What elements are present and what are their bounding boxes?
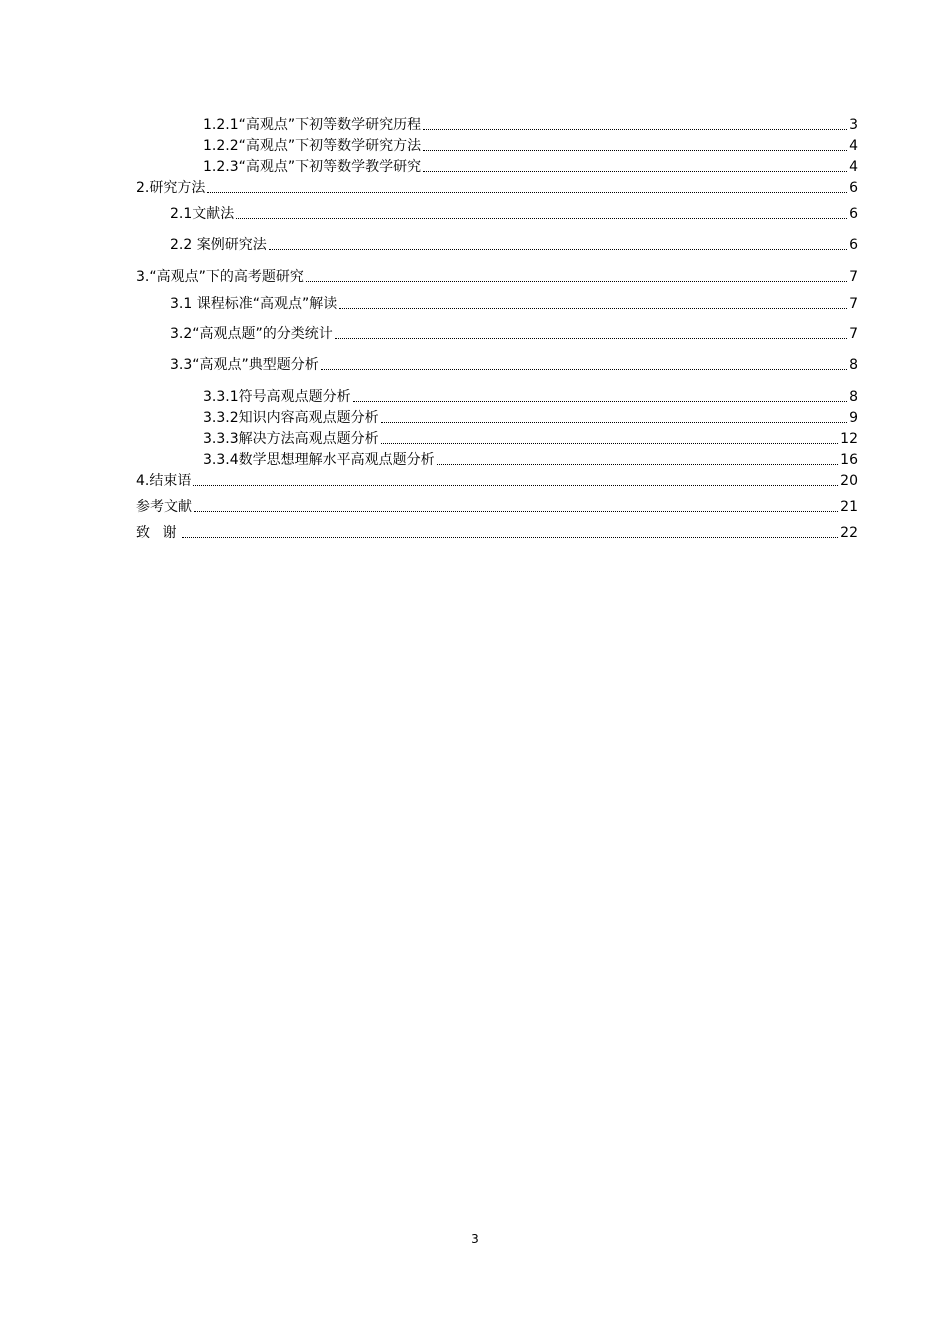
toc-entry-2[interactable] bbox=[136, 179, 858, 197]
toc-entry-3-3-4[interactable] bbox=[203, 451, 858, 469]
toc-entry-page: 3 bbox=[849, 117, 858, 133]
toc-entry-page: 7 bbox=[849, 296, 858, 312]
toc-dot-leader bbox=[236, 218, 847, 219]
toc-entry-title: 3.3.4数学思想理解水平高观点题分析 bbox=[203, 452, 435, 468]
toc-entry-page: 16 bbox=[840, 452, 858, 468]
toc-entry-page: 4 bbox=[849, 159, 858, 175]
toc-entry-title: 2.1文献法 bbox=[170, 206, 235, 222]
toc-entry-title: 致 谢 bbox=[136, 525, 181, 541]
toc-entry-title: 3.3“高观点”典型题分析 bbox=[170, 357, 319, 373]
toc-entry-2-1[interactable] bbox=[170, 205, 858, 223]
toc-entry-1-2-1[interactable] bbox=[203, 116, 858, 134]
toc-dot-leader bbox=[381, 443, 839, 444]
toc-entry-page: 8 bbox=[849, 357, 858, 373]
toc-entry-title: 3.1 课程标准“高观点”解读 bbox=[170, 296, 338, 312]
toc-dot-leader bbox=[182, 537, 838, 538]
toc-dot-leader bbox=[207, 192, 847, 193]
toc-entry-1-2-2[interactable] bbox=[203, 137, 858, 155]
toc-entry-3[interactable] bbox=[136, 268, 858, 286]
toc-dot-leader bbox=[437, 464, 839, 465]
toc-entry-acknowledgements[interactable] bbox=[136, 524, 858, 542]
page-number: 3 bbox=[471, 1232, 479, 1246]
toc-entry-page: 20 bbox=[840, 473, 858, 489]
toc-entry-page: 6 bbox=[849, 180, 858, 196]
toc-dot-leader bbox=[321, 369, 847, 370]
toc-dot-leader bbox=[423, 129, 847, 130]
toc-entry-page: 9 bbox=[849, 410, 858, 426]
toc-dot-leader bbox=[339, 308, 847, 309]
toc-entry-title: 4.结束语 bbox=[136, 473, 192, 489]
toc-entry-title: 2.2 案例研究法 bbox=[170, 237, 267, 253]
toc-entry-page: 6 bbox=[849, 237, 858, 253]
toc-entry-3-3-3[interactable] bbox=[203, 430, 858, 448]
toc-dot-leader bbox=[269, 249, 847, 250]
toc-dot-leader bbox=[306, 281, 847, 282]
toc-dot-leader bbox=[423, 150, 847, 151]
toc-entry-title: 3.3.3解决方法高观点题分析 bbox=[203, 431, 379, 447]
toc-entry-1-2-3[interactable] bbox=[203, 158, 858, 176]
toc-entry-3-3[interactable] bbox=[170, 356, 858, 374]
toc-dot-leader bbox=[353, 401, 847, 402]
toc-entry-page: 12 bbox=[840, 431, 858, 447]
toc-entry-page: 6 bbox=[849, 206, 858, 222]
toc-dot-leader bbox=[335, 338, 847, 339]
toc-entry-3-3-1[interactable] bbox=[203, 388, 858, 406]
toc-entry-title: 3.“高观点”下的高考题研究 bbox=[136, 269, 304, 285]
toc-entry-page: 22 bbox=[840, 525, 858, 541]
toc-entry-title: 1.2.3“高观点”下初等数学教学研究 bbox=[203, 159, 422, 175]
toc-entry-title: 3.2“高观点题”的分类统计 bbox=[170, 326, 333, 342]
toc-dot-leader bbox=[193, 485, 838, 486]
toc-entry-page: 7 bbox=[849, 269, 858, 285]
toc-entry-title: 参考文献 bbox=[136, 499, 192, 515]
toc-entry-3-2[interactable] bbox=[170, 325, 858, 343]
toc-dot-leader bbox=[381, 422, 847, 423]
toc-entry-2-2[interactable] bbox=[170, 236, 858, 254]
toc-entry-title: 1.2.1“高观点”下初等数学研究历程 bbox=[203, 117, 422, 133]
toc-dot-leader bbox=[423, 171, 847, 172]
toc-entry-page: 21 bbox=[840, 499, 858, 515]
toc-entry-page: 4 bbox=[849, 138, 858, 154]
toc-entry-references[interactable] bbox=[136, 498, 858, 516]
toc-dot-leader bbox=[194, 511, 838, 512]
toc-entry-title: 3.3.1符号高观点题分析 bbox=[203, 389, 351, 405]
toc-entry-3-1[interactable] bbox=[170, 295, 858, 313]
toc-entry-title: 1.2.2“高观点”下初等数学研究方法 bbox=[203, 138, 422, 154]
toc-entry-page: 7 bbox=[849, 326, 858, 342]
toc-entry-4[interactable] bbox=[136, 472, 858, 490]
toc-entry-page: 8 bbox=[849, 389, 858, 405]
toc-entry-3-3-2[interactable] bbox=[203, 409, 858, 427]
toc-entry-title: 3.3.2知识内容高观点题分析 bbox=[203, 410, 379, 426]
toc-entry-title: 2.研究方法 bbox=[136, 180, 206, 196]
